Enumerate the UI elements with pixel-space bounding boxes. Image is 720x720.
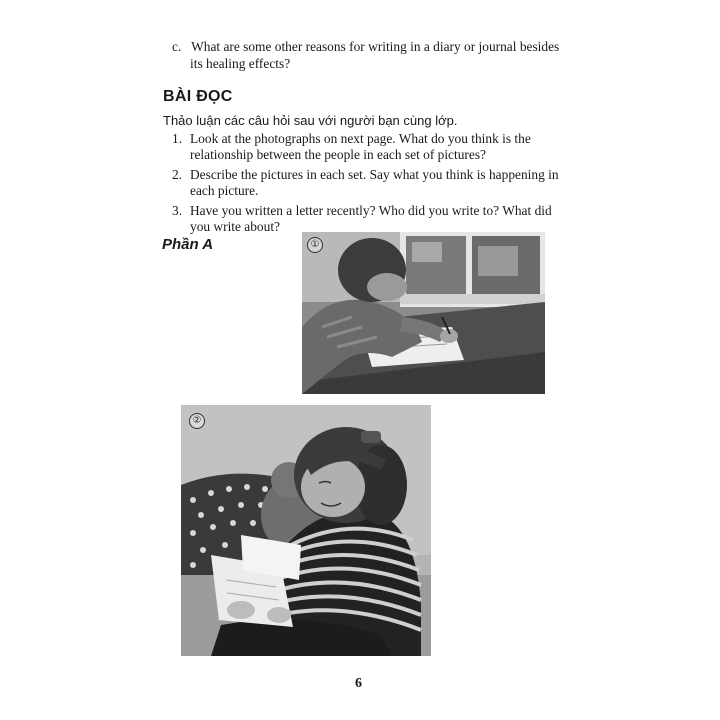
question-c [172,38,572,72]
discussion-questions [172,131,572,239]
photo-number-badge: ② [189,413,205,429]
question-text: Have you written a letter recently? Who did you write to? What did you write about? [190,203,552,234]
question-c-line2: its healing effects? [190,56,291,71]
instruction-text: Thảo luận các câu hỏi sau với người bạn cùng lớp. [163,113,458,128]
question-number: 3. [172,203,183,218]
photo-number-badge: ① [307,237,323,253]
photo-boy-writing [302,232,545,394]
question-text: Describe the pictures in each set. Say what you think is happening in each picture. [190,167,559,198]
question-number: 1. [172,131,183,146]
list-item [172,203,572,235]
list-item [172,167,572,199]
question-c-marker: c. [172,39,182,54]
list-item [172,131,572,163]
section-heading: BÀI ĐỌC [163,88,233,105]
photo-girl-reading [181,405,431,656]
page-number: 6 [355,676,362,691]
question-c-line1: What are some other reasons for writing in a diary or journal besides [191,39,560,54]
question-number: 2. [172,167,183,182]
question-text: Look at the photographs on next page. What do you think is the relationship between the people in each set of pictures? [190,131,531,162]
part-a-title: Phần A [162,236,214,253]
